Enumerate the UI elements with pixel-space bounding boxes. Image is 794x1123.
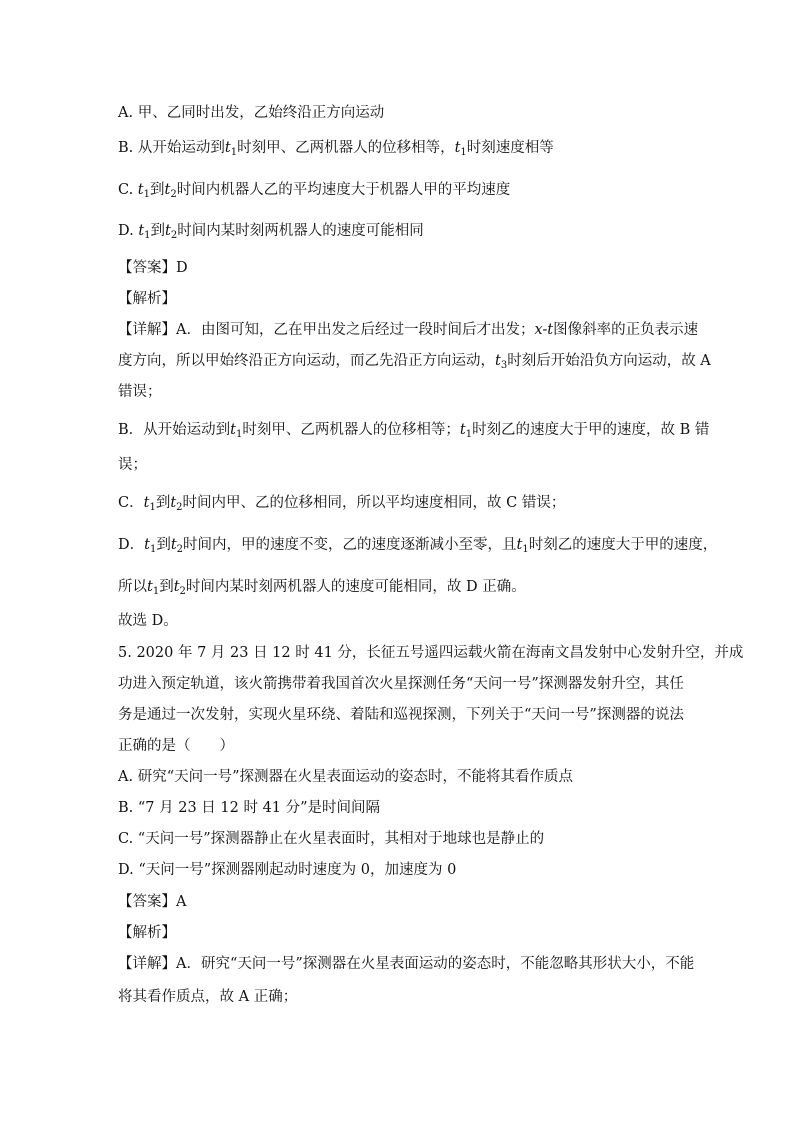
sub-2: 2	[170, 230, 178, 241]
q4-option-a	[118, 103, 384, 123]
sub-1: 1	[149, 544, 157, 555]
sub-1: 1	[465, 429, 473, 440]
var-t: t	[164, 182, 171, 198]
text: 度方向，所以甲始终沿正方向运动，而乙先沿正方向运动，	[118, 353, 495, 369]
var-t: t	[170, 495, 177, 511]
text: C．	[118, 495, 144, 511]
q5-option-a: A. 研究“天问一号”探测器在火星表面运动的姿态时，不能将其看作质点	[118, 769, 574, 785]
text: 时刻甲、乙两机器人的位移相等，	[237, 140, 455, 156]
text: 时间内机器人乙的平均速度大于机器人甲的平均速度	[176, 182, 511, 198]
sub-1: 1	[144, 230, 151, 241]
q4-option-d	[118, 221, 424, 241]
var-t: t	[495, 353, 501, 369]
var-t: t	[224, 140, 231, 156]
var-t: t	[459, 422, 466, 438]
sub-1: 1	[230, 147, 238, 158]
q4-detail-line-6	[118, 493, 565, 513]
text: 时刻乙的速度大于甲的速度，故 B 错	[472, 422, 710, 438]
sub-2: 2	[170, 189, 177, 200]
sub-3: 3	[500, 360, 508, 371]
q5-option-c: C. “天问一号”探测器静止在火星表面时，其相对于地球也是静止的	[118, 831, 545, 847]
var-xt: x-t	[534, 322, 554, 338]
sub-1: 1	[149, 502, 156, 513]
q4-detail-line-2	[118, 351, 711, 371]
q4-option-c	[118, 180, 510, 200]
sub-2: 2	[176, 544, 184, 555]
q5-stem-line-3: 务是通过一次发射，实现火星环绕、着陆和巡视探测，下列关于“天问一号”探测器的说法	[118, 707, 684, 723]
text: 时刻乙的速度大于甲的速度，	[528, 537, 718, 553]
var-t: t	[147, 579, 153, 595]
q4-option-a-text: A. 甲、乙同时出发，乙始终沿正方向运动	[118, 105, 385, 121]
sub-1: 1	[522, 544, 529, 555]
text: 所以	[118, 579, 147, 595]
q4-detail-line-4	[118, 420, 709, 440]
var-t: t	[230, 422, 236, 438]
q4-detail-line-9: 故选 D。	[118, 613, 178, 629]
text: D．	[118, 537, 145, 553]
q5-stem-line-4: 正确的是（ ）	[118, 738, 234, 754]
q4-answer: 【答案】D	[118, 260, 188, 276]
text: 时刻甲、乙两机器人的位移相等；	[242, 422, 460, 438]
q5-answer: 【答案】A	[118, 894, 187, 910]
text: 【详解】A．由图可知，乙在甲出发之后经过一段时间后才出发；	[118, 322, 535, 338]
text: 到	[156, 537, 171, 553]
var-t: t	[165, 223, 171, 239]
sub-2: 2	[176, 502, 183, 513]
sub-1: 1	[235, 429, 243, 440]
text: 到	[150, 182, 165, 198]
var-t: t	[454, 140, 461, 156]
sub-1: 1	[152, 586, 160, 597]
text: 时间内，甲的速度不变，乙的速度逐渐减小至零，且	[183, 537, 517, 553]
text: 到	[155, 495, 171, 511]
q5-option-d: D. “天问一号”探测器刚起动时速度为 0，加速度为 0	[118, 862, 457, 878]
text: 到	[159, 579, 174, 595]
sub-1: 1	[460, 147, 467, 158]
q5-option-b: B. “7 月 23 日 12 时 41 分”是时间间隔	[118, 800, 381, 816]
q4-detail-line-8	[118, 577, 526, 597]
var-t: t	[143, 495, 150, 511]
sub-2: 2	[179, 586, 186, 597]
text: C.	[118, 182, 138, 198]
sub-1: 1	[143, 189, 150, 200]
q4-analysis-label: 【解析】	[118, 291, 176, 307]
q4-option-b	[118, 138, 554, 158]
text: 时刻速度相等	[466, 140, 554, 156]
text: B. 从开始运动到	[118, 140, 225, 156]
q5-detail-line-1: 【详解】A．研究“天问一号”探测器在火星表面运动的姿态时，不能忽略其形状大小，不能	[118, 956, 695, 972]
text: D.	[118, 223, 139, 239]
var-t: t	[173, 579, 180, 595]
q5-stem-line-1: 5. 2020 年 7 月 23 日 12 时 41 分，长征五号遥四运载火箭在海南文昌发射中心发射升空，并成	[118, 645, 744, 661]
q5-analysis-label: 【解析】	[118, 925, 176, 941]
var-t: t	[138, 223, 145, 239]
q4-detail-line-7	[118, 535, 717, 555]
q4-detail-line-3: 错误；	[118, 384, 162, 400]
text: 时间内某时刻两机器人的速度可能相同	[177, 223, 424, 239]
text: 到	[150, 223, 166, 239]
text: 时间内甲、乙的位移相同，所以平均速度相同，故 C 错误；	[182, 495, 566, 511]
text: B．从开始运动到	[118, 422, 231, 438]
var-t: t	[170, 537, 177, 553]
var-t: t	[144, 537, 150, 553]
var-t: t	[516, 537, 523, 553]
q4-detail-line-5: 误；	[118, 457, 147, 473]
q5-detail-line-2: 将其看作质点，故 A 正确；	[118, 989, 298, 1005]
q4-detail-line-1	[118, 320, 698, 340]
q5-stem-line-2: 功进入预定轨道，该火箭携带着我国首次火星探测任务“天问一号”探测器发射升空，其任	[118, 676, 684, 692]
text: 时间内某时刻两机器人的速度可能相同，故 D 正确。	[185, 579, 526, 595]
text: 图像斜率的正负表示速	[553, 322, 699, 338]
var-t: t	[137, 182, 144, 198]
text: 时刻后开始沿负方向运动，故 A	[507, 353, 711, 369]
